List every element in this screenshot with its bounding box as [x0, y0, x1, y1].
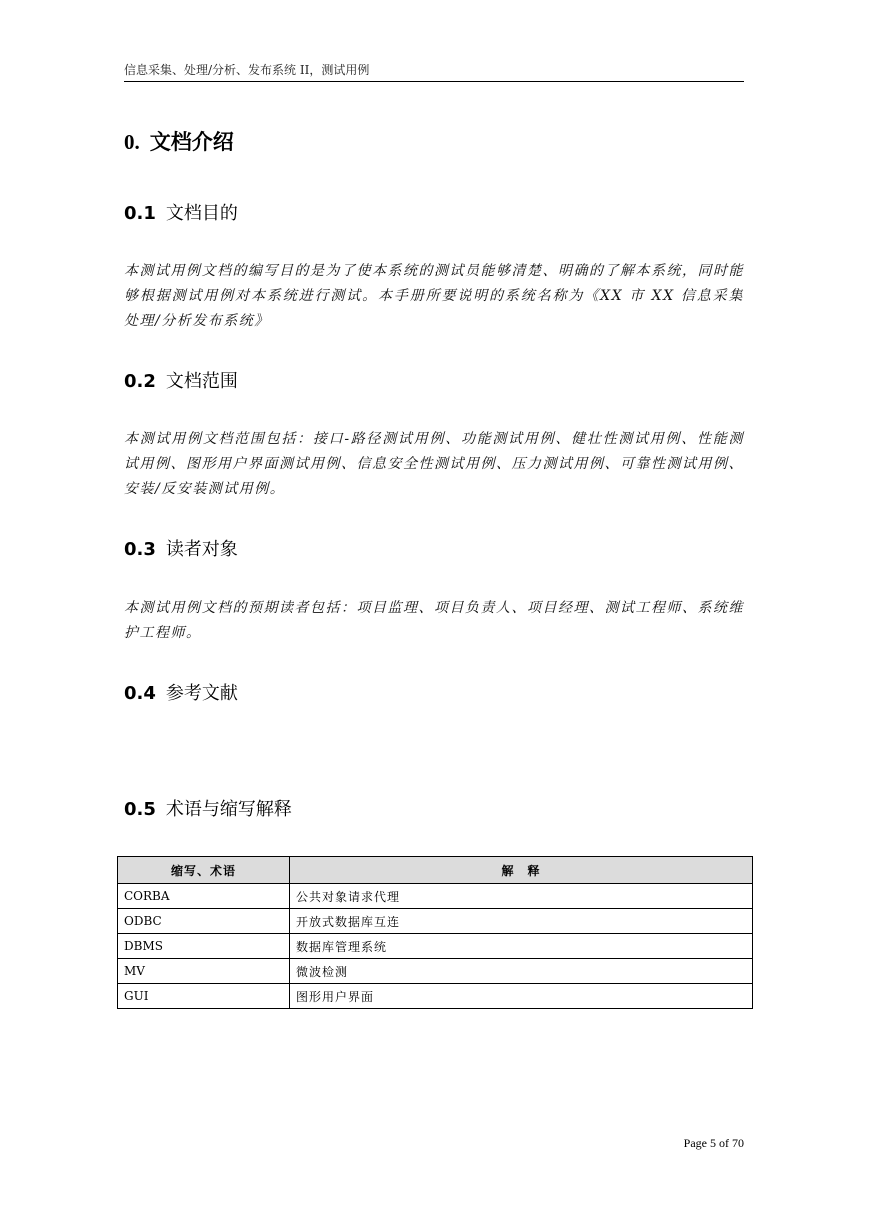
section-number: 0.2 — [124, 371, 156, 392]
header-title: 信息采集、处理/分析、发布系统 II，测试用例 — [124, 63, 370, 77]
explanation-cell: 开放式数据库互连 — [290, 909, 753, 934]
table-header-row — [118, 857, 753, 884]
section-title: 文档范围 — [165, 371, 238, 392]
section-heading-purpose — [124, 201, 238, 227]
explanation-cell: 图形用户界面 — [290, 984, 753, 1009]
chapter-heading — [124, 126, 234, 158]
page-number: Page 5 of 70 — [683, 1136, 744, 1150]
column-header-explanation: 解 释 — [290, 857, 753, 884]
term-cell: MV — [118, 959, 290, 984]
term-cell: GUI — [118, 984, 290, 1009]
table-row — [118, 984, 753, 1009]
section-body-purpose: 本测试用例文档的编写目的是为了使本系统的测试员能够清楚、明确的了解本系统，同时能够根据测试用例对本系统进行测试。本手册所要说明的系统名称为《XX 市 XX 信息采集处理/分析发布系统》 — [124, 263, 744, 329]
section-title: 术语与缩写解释 — [165, 799, 292, 820]
terms-table — [117, 856, 753, 1009]
column-header-term: 缩写、术语 — [118, 857, 290, 884]
section-heading-scope — [124, 369, 238, 395]
section-heading-terms — [124, 797, 292, 823]
section-title: 参考文献 — [165, 683, 238, 704]
term-cell: CORBA — [118, 884, 290, 909]
table-row — [118, 909, 753, 934]
section-number: 0.5 — [124, 799, 156, 820]
section-title: 读者对象 — [165, 539, 238, 560]
explanation-cell: 公共对象请求代理 — [290, 884, 753, 909]
section-title: 文档目的 — [165, 203, 238, 224]
explanation-cell: 微波检测 — [290, 959, 753, 984]
section-heading-references — [124, 681, 238, 707]
page-header — [124, 62, 744, 82]
chapter-number: 0. — [124, 130, 140, 154]
table-row — [118, 934, 753, 959]
section-number: 0.1 — [124, 203, 156, 224]
term-cell: ODBC — [118, 909, 290, 934]
section-number: 0.4 — [124, 683, 156, 704]
chapter-title: 文档介绍 — [149, 130, 234, 154]
term-cell: DBMS — [118, 934, 290, 959]
explanation-cell: 数据库管理系统 — [290, 934, 753, 959]
section-body-audience: 本测试用例文档的预期读者包括：项目监理、项目负责人、项目经理、测试工程师、系统维护工程师。 — [124, 600, 744, 641]
section-heading-audience — [124, 537, 238, 563]
section-number: 0.3 — [124, 539, 156, 560]
table-row — [118, 959, 753, 984]
section-body-scope: 本测试用例文档范围包括：接口-路径测试用例、功能测试用例、健壮性测试用例、性能测试用例、图形用户界面测试用例、信息安全性测试用例、压力测试用例、可靠性测试用例、安装/反安装测试用例。 — [124, 431, 744, 497]
table-row — [118, 884, 753, 909]
